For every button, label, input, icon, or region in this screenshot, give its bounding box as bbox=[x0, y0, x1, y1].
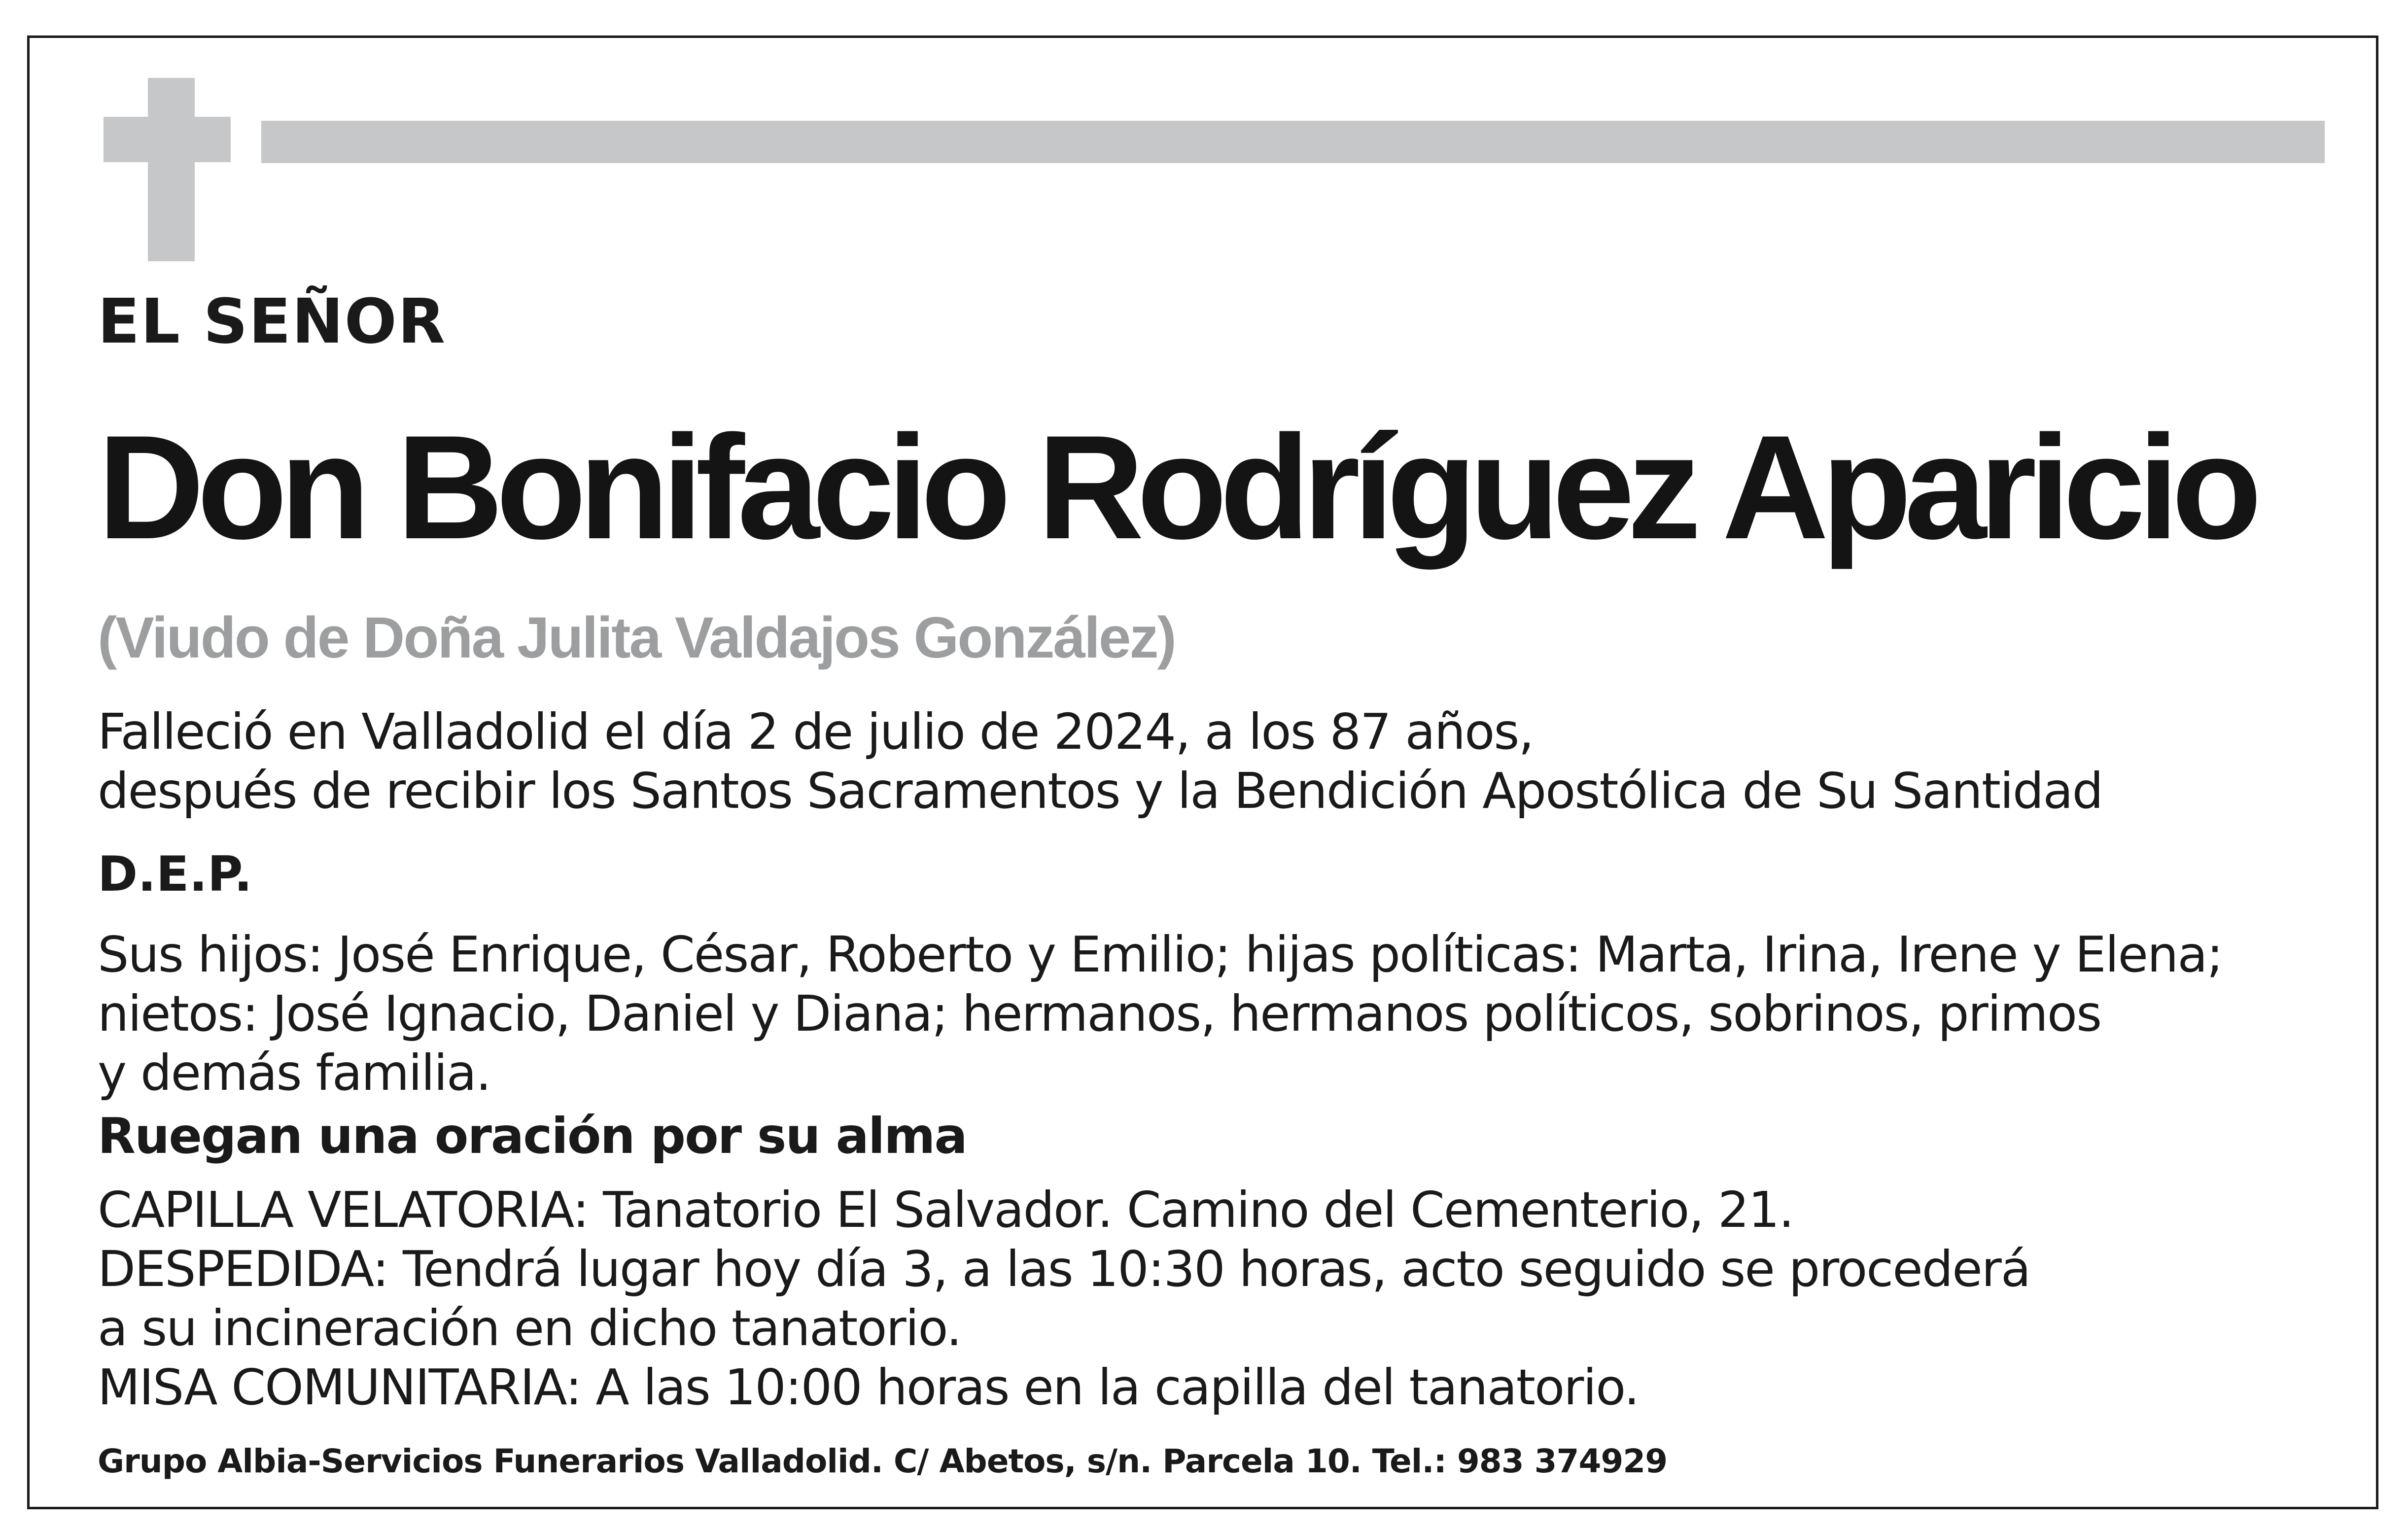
deceased-name: Don Bonifacio Rodríguez Aparicio bbox=[98, 404, 2255, 570]
family-line: y demás familia. bbox=[98, 1044, 490, 1102]
family-list bbox=[98, 925, 2222, 1103]
rip-label: D.E.P. bbox=[98, 846, 252, 903]
service-line: DESPEDIDA: Tendrá lugar hoy día 3, a las 10:30 horas, acto seguido se procederá bbox=[98, 1240, 2030, 1298]
death-line: después de recibir los Santos Sacramentos y la Bendición Apostólica de Su Santidad bbox=[98, 762, 2103, 820]
funeral-home-footer: Grupo Albia-Servicios Funerarios Valladolid. C/ Abetos, s/n. Parcela 10. Tel.: 983 374929 bbox=[98, 1442, 1668, 1480]
cross-horizontal-beam bbox=[104, 117, 231, 162]
service-line: MISA COMUNITARIA: A las 10:00 horas en la capilla del tanatorio. bbox=[98, 1358, 1639, 1416]
family-line: nietos: José Ignacio, Daniel y Diana; hermanos, hermanos políticos, sobrinos, primos bbox=[98, 985, 2101, 1042]
service-details bbox=[98, 1181, 2030, 1417]
prayer-request: Ruegan una oración por su alma bbox=[98, 1107, 967, 1165]
service-line: CAPILLA VELATORIA: Tanatorio El Salvador. Camino del Cementerio, 21. bbox=[98, 1181, 1794, 1239]
death-line: Falleció en Valladolid el día 2 de julio de 2024, a los 87 años, bbox=[98, 703, 1534, 761]
family-line: Sus hijos: José Enrique, César, Roberto y Emilio; hijas políticas: Marta, Irina, Irene y Elena; bbox=[98, 926, 2223, 983]
header-rule bbox=[261, 121, 2325, 163]
cross-vertical-beam bbox=[148, 78, 195, 261]
widower-of: (Viudo de Doña Julita Valdajos González) bbox=[98, 605, 1175, 670]
death-details bbox=[98, 702, 2102, 821]
service-line: a su incineración en dicho tanatorio. bbox=[98, 1299, 961, 1357]
honorific: EL SEÑOR bbox=[98, 286, 447, 357]
